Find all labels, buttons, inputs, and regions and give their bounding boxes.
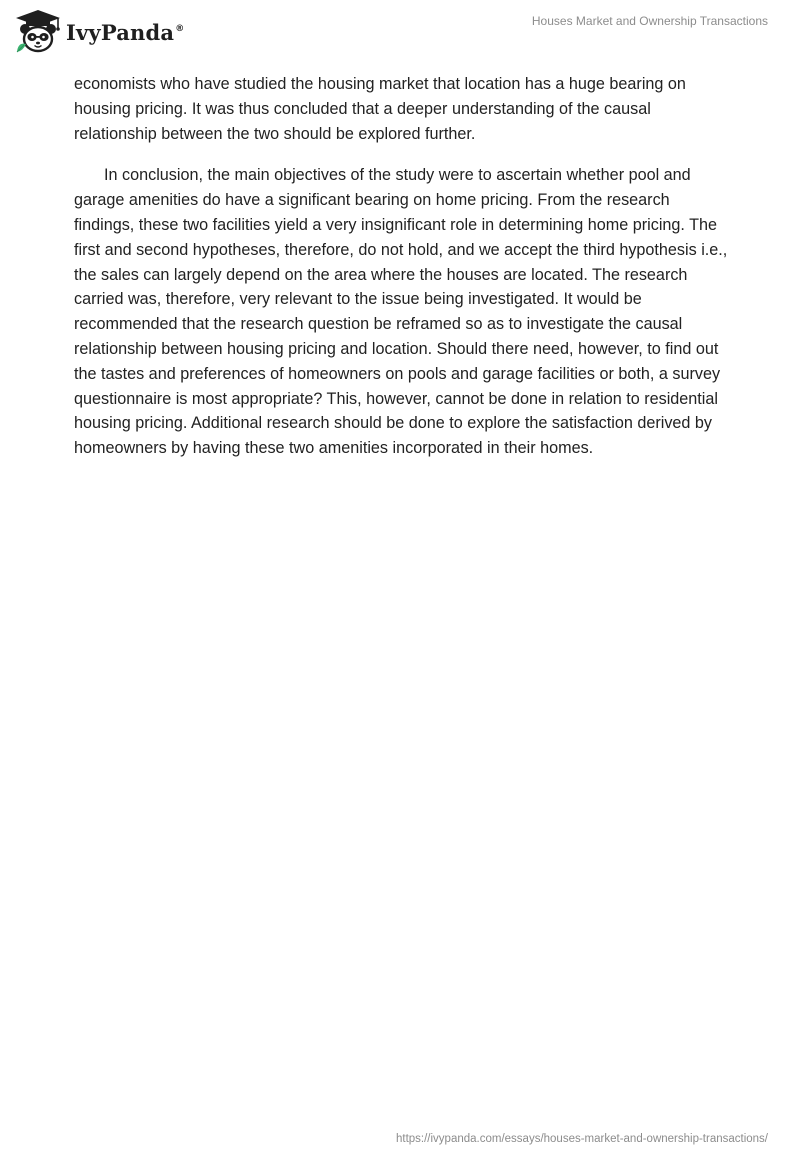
- registered-mark: ®: [175, 23, 185, 34]
- brand-logo[interactable]: [14, 8, 184, 54]
- document-title: Houses Market and Ownership Transactions: [531, 14, 768, 28]
- paragraph-conclusion: In conclusion, the main objectives of the study were to ascertain whether pool and garage amenities do have a significant bearing on home pricing. From the research findings, these two facilities yield a very insignificant role in determining home pricing. The first and second hypotheses, therefore, do not hold, and we accept the third hypothesis i.e., the sales can largely depend on the area where the houses are located. The research carried was, therefore, very relevant to the issue being investigated. It would be recommended that the research question be reframed so as to investigate the causal relationship between housing pricing and location. Should there need, however, to find out the tastes and preferences of homeowners on pools and garage facilities or both, a survey questionnaire is most appropriate? This, however, cannot be done in relation to residential housing pricing. Additional research should be done to explore the satisfaction derived by homeowners by having these two amenities incorporated in their homes.: [74, 166, 728, 458]
- document-body: [74, 72, 728, 478]
- page-header: [0, 0, 800, 60]
- source-url[interactable]: https://ivypanda.com/essays/houses-market-and-ownership-transactions/: [395, 1133, 768, 1145]
- brand-name: [66, 20, 184, 45]
- paragraph-continuation: economists who have studied the housing market that location has a huge bearing on housing pricing. It was thus concluded that a deeper understanding of the causal relationship between the two should be explored further.: [74, 75, 686, 143]
- panda-graduate-icon: [14, 8, 62, 54]
- brand-name-text: IvyPanda: [66, 19, 175, 45]
